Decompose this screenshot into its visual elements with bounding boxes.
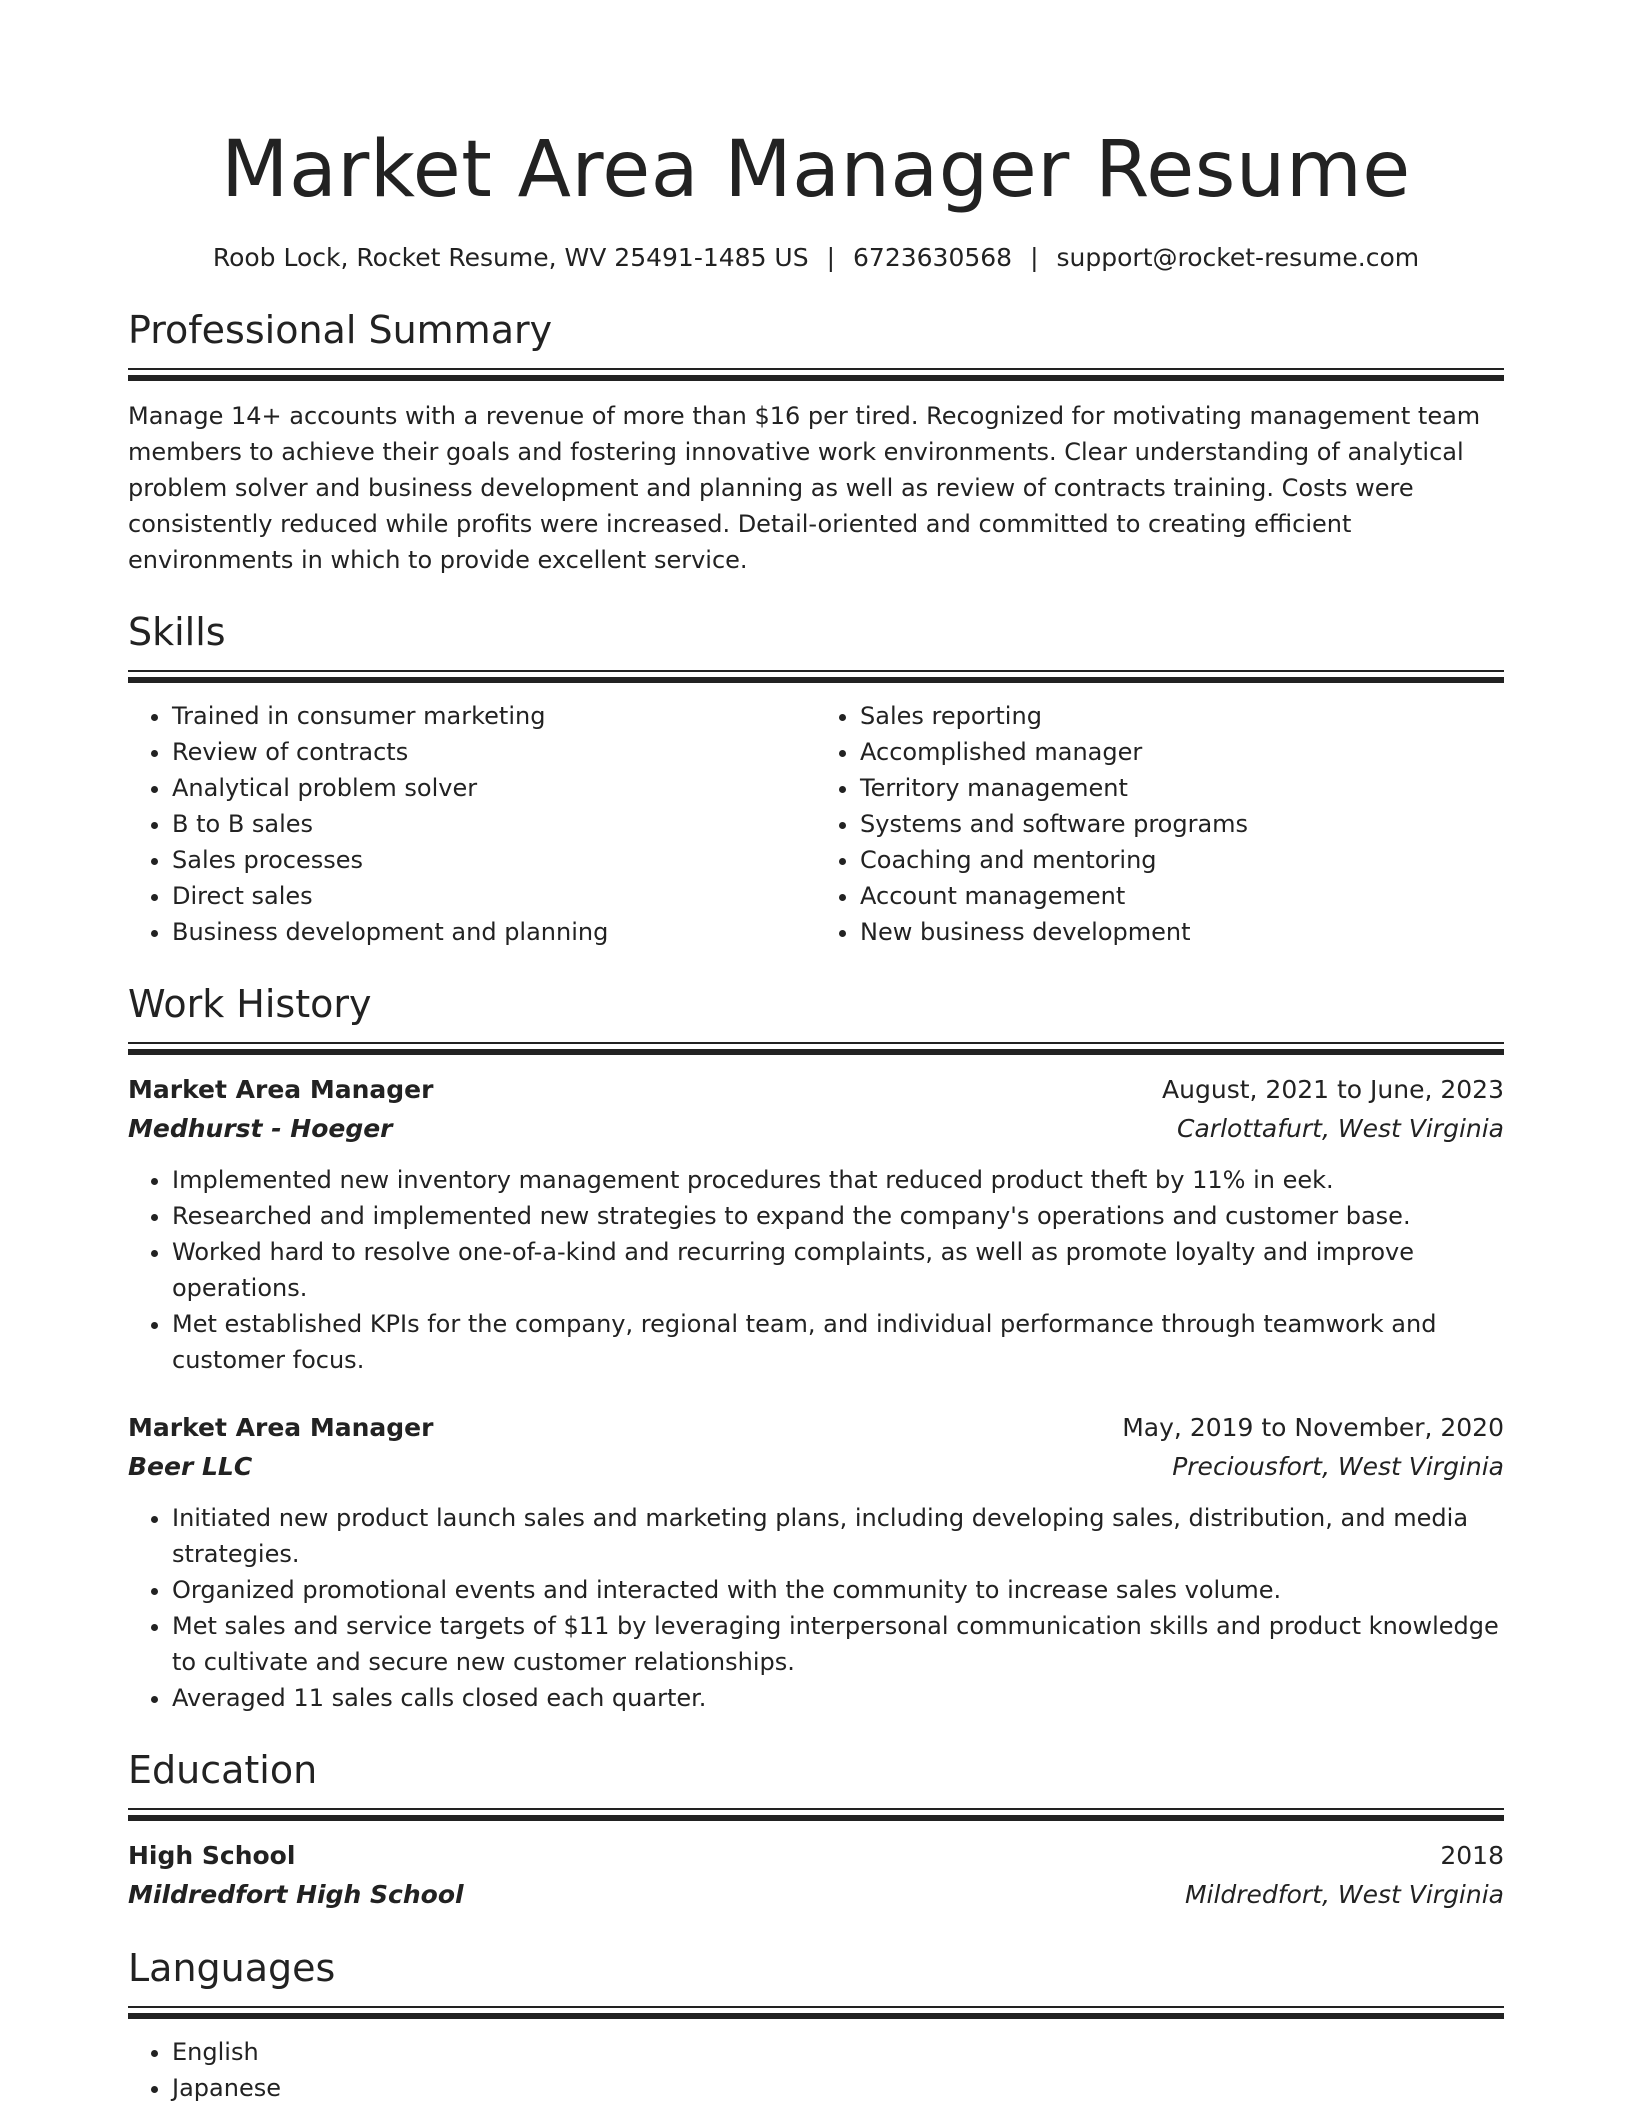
skills-list-left <box>128 698 816 950</box>
skill-item: • Review of contracts <box>172 734 816 770</box>
education-location: Mildredfort, West Virginia <box>1184 1880 1504 1909</box>
job-bullet: • Averaged 11 sales calls closed each quarter. <box>172 1680 1504 1716</box>
job-bullets <box>128 1162 1504 1378</box>
job-bullet: • Met sales and service targets of $11 by leveraging interpersonal communication skills and product knowledge to cultivate and secure new customer relationships. <box>172 1608 1504 1680</box>
education-subheader <box>128 1876 1504 1914</box>
language-item: • Japanese <box>172 2070 1504 2106</box>
job-company: Beer LLC <box>128 1452 253 1481</box>
summary-text: Manage 14+ accounts with a revenue of more than $16 per tired. Recognized for motivating management team members to achieve their goals and fostering innovative work environments. Clear understanding of analytical problem solver and business development and planning as well as review of contracts training. Costs were consistently reduced while profits were increased. Detail-oriented and committed to creating efficient environments in which to provide excellent service. <box>128 402 1481 574</box>
job-dates: May, 2019 to November, 2020 <box>1122 1413 1504 1442</box>
job-bullet: • Met established KPIs for the company, regional team, and individual performance through teamwork and customer focus. <box>172 1306 1504 1378</box>
skills-section <box>128 606 1504 950</box>
skill-item: • Sales processes <box>172 842 816 878</box>
resume-title: Market Area Manager Resume <box>221 125 1411 215</box>
skill-item: • New business development <box>860 914 1504 950</box>
job-bullet: • Implemented new inventory management procedures that reduced product theft by 11% in eek. <box>172 1162 1504 1198</box>
education-header <box>128 1836 1504 1876</box>
skills-list-right <box>816 698 1504 950</box>
skill-item: • Coaching and mentoring <box>860 842 1504 878</box>
contact-email: support@rocket-resume.com <box>1056 243 1420 272</box>
education-degree: High School <box>128 1841 296 1870</box>
job-dates: August, 2021 to June, 2023 <box>1162 1075 1504 1104</box>
job-bullet: • Initiated new product launch sales and marketing plans, including developing sales, distribution, and media strategies. <box>172 1500 1504 1572</box>
languages-list <box>128 2034 1504 2106</box>
languages-section <box>128 1942 1504 2106</box>
skill-item: • Business development and planning <box>172 914 816 950</box>
job-title: Market Area Manager <box>128 1075 434 1104</box>
skill-item: • Direct sales <box>172 878 816 914</box>
section-divider <box>128 2006 1504 2020</box>
job-subheader <box>128 1110 1504 1148</box>
skill-item: • Sales reporting <box>860 698 1504 734</box>
contact-separator: | <box>1030 243 1039 272</box>
summary-section <box>128 304 1504 578</box>
skill-item: • Systems and software programs <box>860 806 1504 842</box>
education-school: Mildredfort High School <box>128 1880 464 1909</box>
job-header <box>128 1408 1504 1448</box>
skills-columns <box>128 698 1504 950</box>
job-header <box>128 1070 1504 1110</box>
skills-heading: Skills <box>128 610 226 654</box>
education-heading: Education <box>128 1748 318 1792</box>
job-bullet: • Worked hard to resolve one-of-a-kind and recurring complaints, as well as promote loyalty and improve operations. <box>172 1234 1504 1306</box>
languages-heading: Languages <box>128 1946 336 1990</box>
job-location: Carlottafurt, West Virginia <box>1177 1114 1504 1143</box>
job-company: Medhurst - Hoeger <box>128 1114 393 1143</box>
job-entry <box>128 1070 1504 1378</box>
education-year: 2018 <box>1440 1841 1504 1870</box>
job-bullet: • Organized promotional events and interacted with the community to increase sales volume. <box>172 1572 1504 1608</box>
work-heading: Work History <box>128 982 372 1026</box>
work-section <box>128 978 1504 1716</box>
job-subheader <box>128 1448 1504 1486</box>
job-location: Preciousfort, West Virginia <box>1172 1452 1504 1481</box>
section-divider <box>128 1808 1504 1822</box>
skill-item: • Trained in consumer marketing <box>172 698 816 734</box>
language-item: • English <box>172 2034 1504 2070</box>
contact-phone: 6723630568 <box>853 243 1013 272</box>
skill-item: • Territory management <box>860 770 1504 806</box>
skill-item: • Analytical problem solver <box>172 770 816 806</box>
section-divider <box>128 670 1504 684</box>
summary-heading: Professional Summary <box>128 308 553 352</box>
education-section <box>128 1744 1504 1914</box>
section-divider <box>128 1042 1504 1056</box>
skill-item: • Account management <box>860 878 1504 914</box>
job-entry <box>128 1408 1504 1716</box>
contact-separator: | <box>826 243 836 272</box>
job-bullet: • Researched and implemented new strategies to expand the company's operations and customer base. <box>172 1198 1504 1234</box>
contact-address: Roob Lock, Rocket Resume, WV 25491-1485 US <box>212 243 809 272</box>
job-title: Market Area Manager <box>128 1413 434 1442</box>
education-entry <box>128 1836 1504 1914</box>
skill-item: • B to B sales <box>172 806 816 842</box>
contact-line <box>128 240 1504 276</box>
job-bullets <box>128 1500 1504 1716</box>
section-divider <box>128 368 1504 382</box>
skill-item: • Accomplished manager <box>860 734 1504 770</box>
